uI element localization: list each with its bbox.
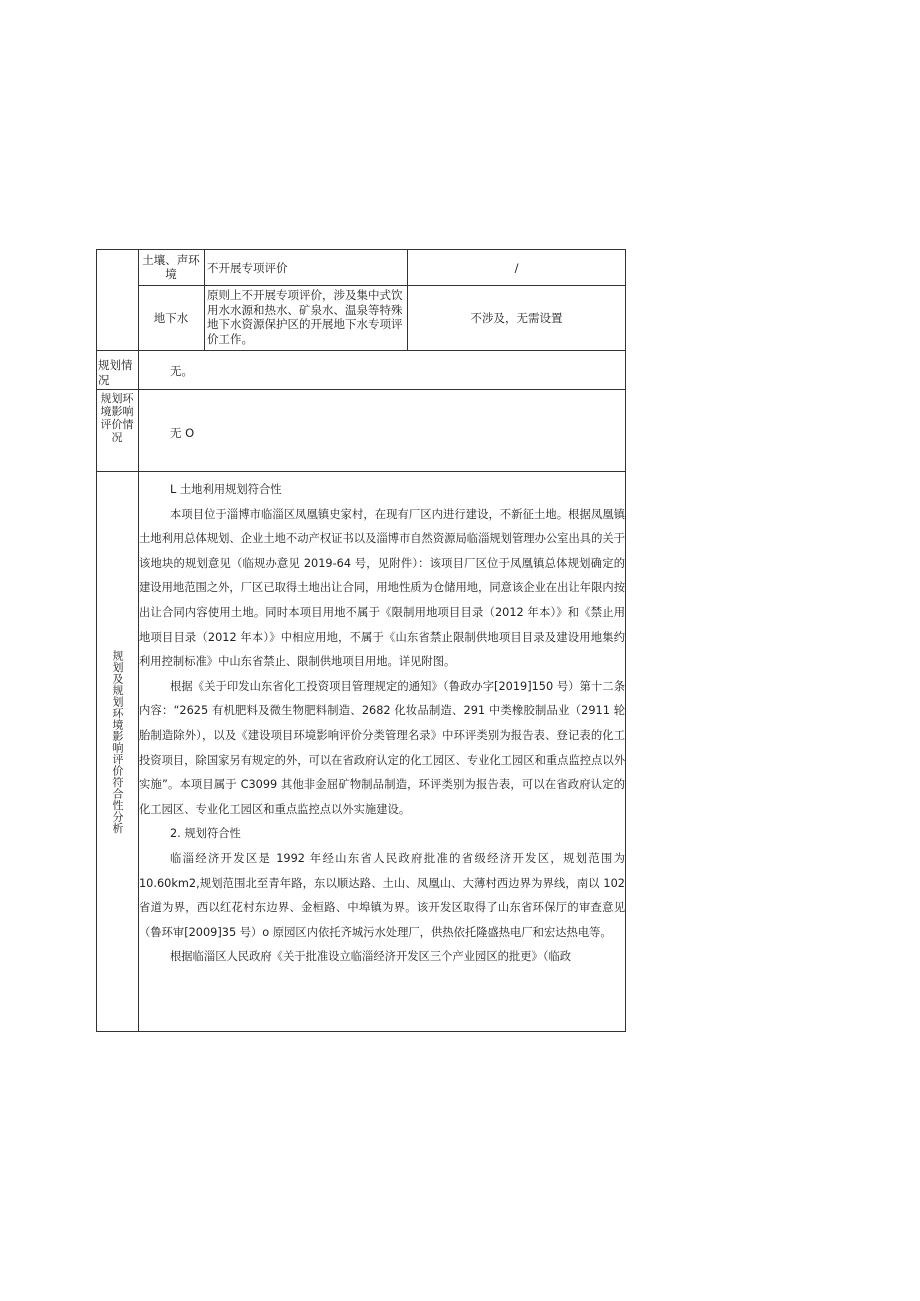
paragraph-land-use: 本项目位于淄博市临淄区凤凰镇史家村，在现有厂区内进行建设，不新征土地。根据凤凰镇土地利用总体规划、企业土地不动产权证书以及淄博市自然资源局临淄规划管理办公室出具的关于该地块的规划意见（临规办意见 2019-64 号，见附件）：该项目厂区位于凤凰镇总体规划确定的建设用地范围之外，厂区已取得土地出让合同，用地性质为仓储用地，同意该企业在出让年限内按出让合同内容使用土地。同时本项目用地不属于《限制用地项目目录（2012 年本）》和《禁止用地项目目录（2012 年本）》中相应用地，不属于《山东省禁止限制供地项目目录及建设用地集约利用控制标准》中山东省禁止、限制供地项目用地。详见附图。	[139, 507, 625, 669]
soil-noise-requirement: 不开展专项评价	[207, 261, 288, 275]
soil-noise-factor: 土壤、声环境	[142, 253, 200, 281]
paragraph-chemical-regulation: 根据《关于印发山东省化工投资项目管理规定的通知》（鲁政办字[2019]150 号）第十二条内容：“2625 有机肥料及微生物肥料制造、2682 化妆品制造、291 中类橡胶制品业（2911 轮胎制造除外），以及《建设项目环境影响评价分类管理名录》中环评类别为报告表、登记表的化工投资项目，除国家另有规定的外，可以在省政府认定的化工园区、专业化工园区和重点监控点以外实施”。本项目属于 C3099 其他非金屈矿物制品制造，环评类别为报告表，可以在省政府认定的化工园区、专业化工园区和重点监控点以外实施建设。	[139, 679, 625, 816]
row-divider-2	[96, 350, 626, 351]
heading-planning-compliance: 2. 规划符合性	[170, 827, 241, 841]
planning-eia-label: 规划环境影响评价情况	[100, 392, 134, 444]
paragraph-development-zone: 临淄经济开发区是 1992 年经山东省人民政府批准的省级经济开发区，规划范围为 10.60km2,规划范围北至青年路，东以顺达路、土山、凤凰山、大薄村西边界为界线，南以 102 省道为界，西以红花村东边界、金桓路、中埠镇为界。该开发区取得了山东省环保厅的审查意见（鲁环审[2009]35 号）o 原园区内依托齐城污水处理厂，供热依托隆盛热电厂和宏达热电等。	[139, 851, 625, 939]
col-divider-status	[407, 249, 408, 350]
planning-eia-value: 无 O	[170, 426, 195, 440]
heading-land-use: L 土地利用规划符合性	[170, 483, 282, 496]
groundwater-factor: 地下水	[153, 311, 189, 325]
row-divider-3	[96, 389, 626, 390]
groundwater-status: 不涉及，无需设置	[470, 311, 563, 325]
row-divider-4	[96, 471, 626, 472]
groundwater-requirement: 原则上不开展专项评价，涉及集中式饮用水水源和热水、矿泉水、温泉等特殊地下水资源保护区的开展地下水专项评价工作。	[207, 288, 403, 346]
compliance-label: 规划及规划环境影响评价符合性分析	[111, 650, 124, 834]
col-divider-factor	[204, 249, 205, 350]
paragraph-industrial-parks: 根据临淄区人民政府《关于批准设立临淄经济开发区三个产业园区的批更》（临政	[170, 950, 572, 964]
planning-value: 无。	[170, 364, 193, 378]
row-divider-1	[138, 285, 626, 286]
compliance-content	[139, 478, 625, 970]
planning-label: 规划情况	[98, 358, 133, 387]
soil-noise-status: /	[514, 261, 519, 275]
